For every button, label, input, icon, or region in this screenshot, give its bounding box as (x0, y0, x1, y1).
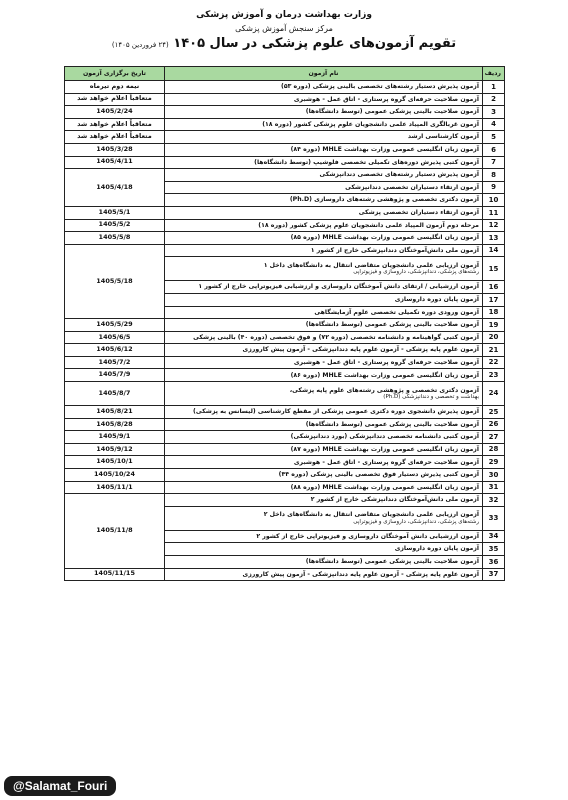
row-number: 3 (483, 106, 505, 119)
exam-title: آزمون ارزیابی علمی دانشجویان متقاضی انتقال به دانشگاه‌های داخل ۱ (263, 261, 479, 269)
exam-title: آزمون کتبی پذیرش دستیار فوق تخصصی بالینی پزشکی (دوره ۴۴) (278, 471, 479, 479)
table-row (65, 143, 505, 156)
exam-name (165, 169, 483, 182)
exam-date: 1405/5/29 (65, 319, 165, 332)
exam-name (165, 406, 483, 419)
row-number: 35 (483, 543, 505, 556)
exam-date: 1405/8/7 (65, 382, 165, 406)
row-number: 9 (483, 181, 505, 194)
exam-name (165, 481, 483, 494)
exam-title: آزمون پذیرش دستیار رشته‌های تخصصی بالینی پزشکی (دوره ۵۳) (280, 83, 479, 91)
exam-title: آزمون ارتقاء دستیاران تخصصی پزشکی (358, 209, 479, 217)
exam-title: آزمون صلاحیت بالینی پزشکی عمومی (توسط دانشگاه‌ها) (305, 558, 479, 566)
row-number: 8 (483, 169, 505, 182)
exam-date: 1405/5/2 (65, 219, 165, 232)
exam-name (165, 281, 483, 294)
row-number: 24 (483, 382, 505, 406)
exam-title: آزمون ملی دانش‌آموختگان دندانپزشکی خارج از کشور ۱ (310, 246, 479, 254)
exam-name (165, 232, 483, 245)
exam-title: آزمون زبان انگلیسی عمومی وزارت بهداشت MHLE (دوره ۸۸) (290, 483, 479, 491)
title-date: (۲۴ فروردین ۱۴۰۵) (111, 41, 169, 49)
row-number: 19 (483, 319, 505, 332)
exam-name (165, 93, 483, 106)
exam-date: 1405/8/21 (65, 406, 165, 419)
row-number: 7 (483, 156, 505, 169)
exam-title: آزمون کتبی دانشنامه تخصصی دندانپزشکی (بورد دندانپزشکی) (290, 433, 479, 441)
exam-title: آزمون صلاحیت حرفه‌ای گروه پرستاری - اتاق عمل - هوشبری (293, 358, 479, 366)
exam-date: متعاقباً اعلام خواهد شد (65, 131, 165, 144)
row-number: 21 (483, 344, 505, 357)
exam-title: آزمون ارزشیابی / ارتقای دانش آموختگان داروسازی و ارزشیابی فیزیوتراپی خارج از کشور ۱ (198, 283, 479, 291)
exam-name (165, 244, 483, 257)
table-row (65, 469, 505, 482)
exam-title: آزمون ورودی دوره تکمیلی تخصصی علوم آزمایشگاهی (314, 308, 479, 316)
exam-calendar-table (64, 66, 505, 581)
exam-name (165, 156, 483, 169)
table-row (65, 219, 505, 232)
row-number: 37 (483, 568, 505, 581)
exam-title: آزمون پایان دوره داروسازی (394, 295, 479, 303)
row-number: 22 (483, 356, 505, 369)
table-row (65, 369, 505, 382)
exam-date: 1405/6/12 (65, 344, 165, 357)
exam-date: 1405/10/1 (65, 456, 165, 469)
row-number: 12 (483, 219, 505, 232)
row-number: 5 (483, 131, 505, 144)
exam-name (165, 469, 483, 482)
exam-date: نیمه دوم تیرماه (65, 81, 165, 94)
row-number: 15 (483, 257, 505, 281)
exam-name (165, 331, 483, 344)
row-number: 36 (483, 556, 505, 569)
exam-name (165, 369, 483, 382)
row-number: 27 (483, 431, 505, 444)
table-row (65, 319, 505, 332)
column-header-exam-name: نام آزمون (165, 67, 483, 81)
exam-date: 1405/8/28 (65, 418, 165, 431)
exam-date: 1405/3/28 (65, 143, 165, 156)
exam-title: آزمون کارشناسی ارشد (407, 133, 479, 141)
table-header-row (65, 67, 505, 81)
row-number: 34 (483, 530, 505, 543)
row-number: 28 (483, 443, 505, 456)
exam-name (165, 293, 483, 306)
exam-date: متعاقباً اعلام خواهد شد (65, 118, 165, 131)
table-row (65, 382, 505, 406)
exam-date: 1405/7/9 (65, 369, 165, 382)
table-row (65, 481, 505, 494)
exam-title: آزمون دکتری تخصصی و پژوهشی رشته‌های داروسازی (Ph.D) (289, 196, 479, 204)
table-row (65, 81, 505, 94)
row-number: 10 (483, 194, 505, 207)
row-number: 1 (483, 81, 505, 94)
row-number: 26 (483, 418, 505, 431)
exam-title: آزمون صلاحیت بالینی پزشکی عمومی (توسط دانشگاه‌ها) (305, 321, 479, 329)
exam-title: مرحله دوم آزمون المپیاد علمی دانشجویان علوم پزشکی کشور (دوره ۱۸) (258, 221, 479, 229)
exam-title: آزمون ارتقاء دستیاران تخصصی دندانپزشکی (345, 183, 479, 191)
row-number: 32 (483, 494, 505, 507)
exam-date: 1405/4/18 (65, 169, 165, 207)
exam-name (165, 118, 483, 131)
table-row (65, 156, 505, 169)
table-row (65, 331, 505, 344)
exam-name (165, 556, 483, 569)
document-title (0, 36, 568, 51)
row-number: 18 (483, 306, 505, 319)
table-row (65, 206, 505, 219)
exam-name (165, 206, 483, 219)
exam-title: آزمون کتبی گواهینامه و دانشنامه تخصصی (دوره ۷۲) و فوق تخصصی (دوره ۴۰) بالینی پزشکی (193, 333, 479, 341)
exam-title: آزمون ارزیابی علمی دانشجویان متقاضی انتقال به دانشگاه‌های داخل ۲ (263, 511, 479, 519)
table-row (65, 431, 505, 444)
row-number: 23 (483, 369, 505, 382)
exam-name (165, 530, 483, 543)
exam-name (165, 506, 483, 530)
exam-name (165, 344, 483, 357)
table-row (65, 406, 505, 419)
table-row (65, 494, 505, 507)
table-row (65, 232, 505, 245)
exam-date: 1405/11/1 (65, 481, 165, 494)
row-number: 30 (483, 469, 505, 482)
exam-name (165, 194, 483, 207)
exam-date: 1405/2/24 (65, 106, 165, 119)
exam-name (165, 306, 483, 319)
table-row (65, 169, 505, 182)
table-row (65, 244, 505, 257)
exam-name (165, 319, 483, 332)
row-number: 14 (483, 244, 505, 257)
exam-date: 1405/6/5 (65, 331, 165, 344)
ministry-name: وزارت بهداشت درمان و آموزش پزشکی (196, 10, 372, 20)
table-row (65, 356, 505, 369)
row-number: 33 (483, 506, 505, 530)
table-row (65, 456, 505, 469)
exam-date: 1405/9/12 (65, 443, 165, 456)
table-body (65, 81, 505, 581)
exam-title: آزمون پذیرش دستیار رشته‌های تخصصی دندانپزشکی (319, 171, 479, 179)
exam-name (165, 81, 483, 94)
column-header-exam-date: تاریخ برگزاری آزمون (65, 67, 165, 81)
exam-date: 1405/9/1 (65, 431, 165, 444)
exam-name (165, 443, 483, 456)
row-number: 13 (483, 232, 505, 245)
exam-date: 1405/11/8 (65, 494, 165, 568)
exam-name (165, 181, 483, 194)
exam-subtitle: رشته‌های پزشکی، دندانپزشکی، داروسازی و فیزیوتراپی (353, 269, 479, 276)
row-number: 20 (483, 331, 505, 344)
exam-title: آزمون علوم پایه پزشکی - آزمون علوم پایه دندانپزشکی - آزمون پیش کارورزی (242, 346, 479, 354)
exam-name (165, 257, 483, 281)
row-number: 4 (483, 118, 505, 131)
document-header (0, 0, 568, 62)
row-number: 29 (483, 456, 505, 469)
exam-name (165, 356, 483, 369)
exam-title: آزمون زبان انگلیسی عمومی وزارت بهداشت MHLE (دوره ۸۶) (290, 371, 479, 379)
exam-subtitle: رشته‌های پزشکی، دندانپزشکی، داروسازی و فیزیوتراپی (353, 518, 479, 525)
exam-title: آزمون ارزشیابی دانش آموختگان داروسازی و فیزیوتراپی خارج از کشور ۲ (256, 532, 479, 540)
row-number: 31 (483, 481, 505, 494)
column-header-row-number: ردیف (483, 67, 505, 81)
exam-title: آزمون صلاحیت بالینی پزشکی عمومی (توسط دانشگاه‌ها) (305, 420, 479, 428)
exam-name (165, 143, 483, 156)
exam-title: آزمون ملی دانش‌آموختگان دندانپزشکی خارج از کشور ۲ (310, 496, 479, 504)
exam-name (165, 131, 483, 144)
row-number: 2 (483, 93, 505, 106)
exam-name (165, 382, 483, 406)
exam-name (165, 418, 483, 431)
exam-name (165, 494, 483, 507)
exam-date: 1405/4/11 (65, 156, 165, 169)
title-text: تقویم آزمون‌های علوم پزشکی در سال ۱۴۰۵ (173, 36, 457, 51)
exam-date: 1405/10/24 (65, 469, 165, 482)
table-row (65, 131, 505, 144)
exam-date: 1405/5/1 (65, 206, 165, 219)
exam-name (165, 456, 483, 469)
row-number: 25 (483, 406, 505, 419)
exam-title: آزمون کتبی پذیرش دوره‌های تکمیلی تخصصی فلوشیپ (توسط دانشگاه‌ها) (254, 158, 479, 166)
table-row (65, 344, 505, 357)
exam-name (165, 219, 483, 232)
table-row (65, 568, 505, 581)
exam-title: آزمون زبان انگلیسی عمومی وزارت بهداشت MHLE (دوره ۸۵) (290, 234, 479, 242)
table-row (65, 118, 505, 131)
exam-title: آزمون غربالگری المپیاد علمی دانشجویان علوم پزشکی کشور (دوره ۱۸) (262, 120, 479, 128)
table-row (65, 443, 505, 456)
channel-watermark: @Salamat_Fouri (4, 776, 116, 796)
exam-title: آزمون صلاحیت حرفه‌ای گروه پرستاری - اتاق عمل - هوشبری (293, 458, 479, 466)
center-name: مرکز سنجش آموزش پزشکی (235, 24, 333, 33)
exam-name (165, 431, 483, 444)
table-row (65, 93, 505, 106)
exam-title: آزمون دکتری تخصصی و پژوهشی رشته‌های علوم پایه پزشکی، (289, 386, 479, 394)
exam-title: آزمون پذیرش دانشجوی دوره دکتری عمومی پزشکی از مقطع کارشناسی (لیسانس به پزشکی) (193, 408, 479, 416)
exam-title: آزمون زبان انگلیسی عمومی وزارت بهداشت MHLE (دوره ۸۷) (290, 445, 479, 453)
row-number: 11 (483, 206, 505, 219)
exam-date: متعاقباً اعلام خواهد شد (65, 93, 165, 106)
exam-title: آزمون صلاحیت بالینی پزشکی عمومی (توسط دانشگاه‌ها) (305, 108, 479, 116)
exam-date: 1405/7/2 (65, 356, 165, 369)
exam-date: 1405/11/15 (65, 568, 165, 581)
row-number: 17 (483, 293, 505, 306)
exam-title: آزمون صلاحیت حرفه‌ای گروه پرستاری - اتاق عمل - هوشبری (293, 95, 479, 103)
exam-title: آزمون علوم پایه پزشکی - آزمون علوم پایه دندانپزشکی - آزمون پیش کارورزی (242, 570, 479, 578)
exam-date: 1405/5/18 (65, 244, 165, 318)
row-number: 16 (483, 281, 505, 294)
exam-title: آزمون پایان دوره داروسازی (394, 545, 479, 553)
table-row (65, 106, 505, 119)
exam-name (165, 543, 483, 556)
exam-title: آزمون زبان انگلیسی عمومی وزارت بهداشت MHLE (دوره ۸۴) (290, 146, 479, 154)
exam-name (165, 106, 483, 119)
exam-name (165, 568, 483, 581)
exam-date: 1405/5/8 (65, 232, 165, 245)
exam-subtitle: بهداشت و تخصصی و دندانپزشکی (Ph.D) (383, 393, 479, 400)
row-number: 6 (483, 143, 505, 156)
table-row (65, 418, 505, 431)
